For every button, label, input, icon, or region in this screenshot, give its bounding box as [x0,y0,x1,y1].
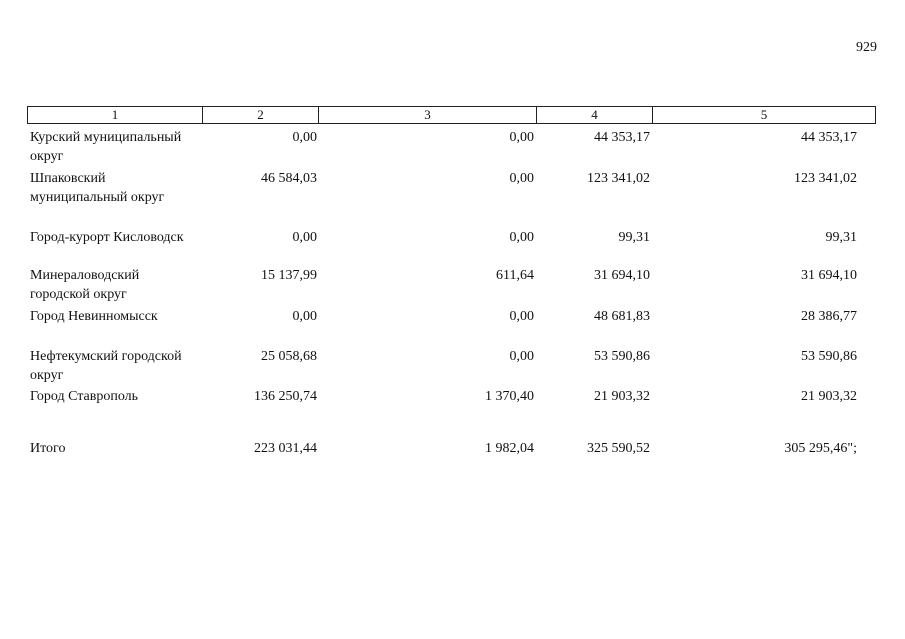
page-number: 929 [856,40,877,55]
row-name: Шпаковский муниципальный округ [30,171,165,205]
row-col-2: 223 031,44 [254,441,317,456]
row-col-3: 0,00 [509,171,534,186]
row-name: Курский муниципальный округ [30,130,182,164]
row-col-4: 99,31 [618,230,650,245]
row-col-4: 123 341,02 [587,171,650,186]
row-name: Город Невинномысск [30,309,158,324]
row-col-4: 31 694,10 [594,268,650,283]
row-col-5: 21 903,32 [801,389,857,404]
row-col-3: 1 982,04 [485,441,534,456]
row-col-4: 325 590,52 [587,441,650,456]
row-col-4: 48 681,83 [594,309,650,324]
row-col-2: 15 137,99 [261,268,317,283]
row-col-4: 44 353,17 [594,130,650,145]
row-col-2: 25 058,68 [261,349,317,364]
row-col-5: 44 353,17 [801,130,857,145]
row-col-5: 28 386,77 [801,309,857,324]
row-col-2: 0,00 [292,309,317,324]
header-col-3: 3 [319,107,537,124]
header-col-5: 5 [653,107,876,124]
row-col-3: 0,00 [509,349,534,364]
row-col-5: 99,31 [825,230,857,245]
row-name: Минераловодский городской округ [30,268,140,302]
row-col-2: 0,00 [292,130,317,145]
row-col-3: 0,00 [509,130,534,145]
row-col-5: 305 295,46"; [784,441,857,456]
row-col-3: 0,00 [509,309,534,324]
row-col-2: 136 250,74 [254,389,317,404]
row-col-5: 53 590,86 [801,349,857,364]
row-col-3: 1 370,40 [485,389,534,404]
column-number-header [27,106,876,124]
row-name: Итого [30,441,66,456]
row-col-2: 46 584,03 [261,171,317,186]
row-col-4: 53 590,86 [594,349,650,364]
header-col-4: 4 [537,107,653,124]
row-name: Город Ставрополь [30,389,139,404]
row-col-3: 611,64 [496,268,534,283]
header-col-2: 2 [203,107,319,124]
header-col-1: 1 [28,107,203,124]
row-col-5: 123 341,02 [794,171,857,186]
row-col-5: 31 694,10 [801,268,857,283]
header-row [28,107,876,124]
row-name: Город-курорт Кисловодск [30,230,184,245]
row-name: Нефтекумский городской округ [30,349,182,383]
row-col-4: 21 903,32 [594,389,650,404]
row-col-2: 0,00 [292,230,317,245]
row-col-3: 0,00 [509,230,534,245]
